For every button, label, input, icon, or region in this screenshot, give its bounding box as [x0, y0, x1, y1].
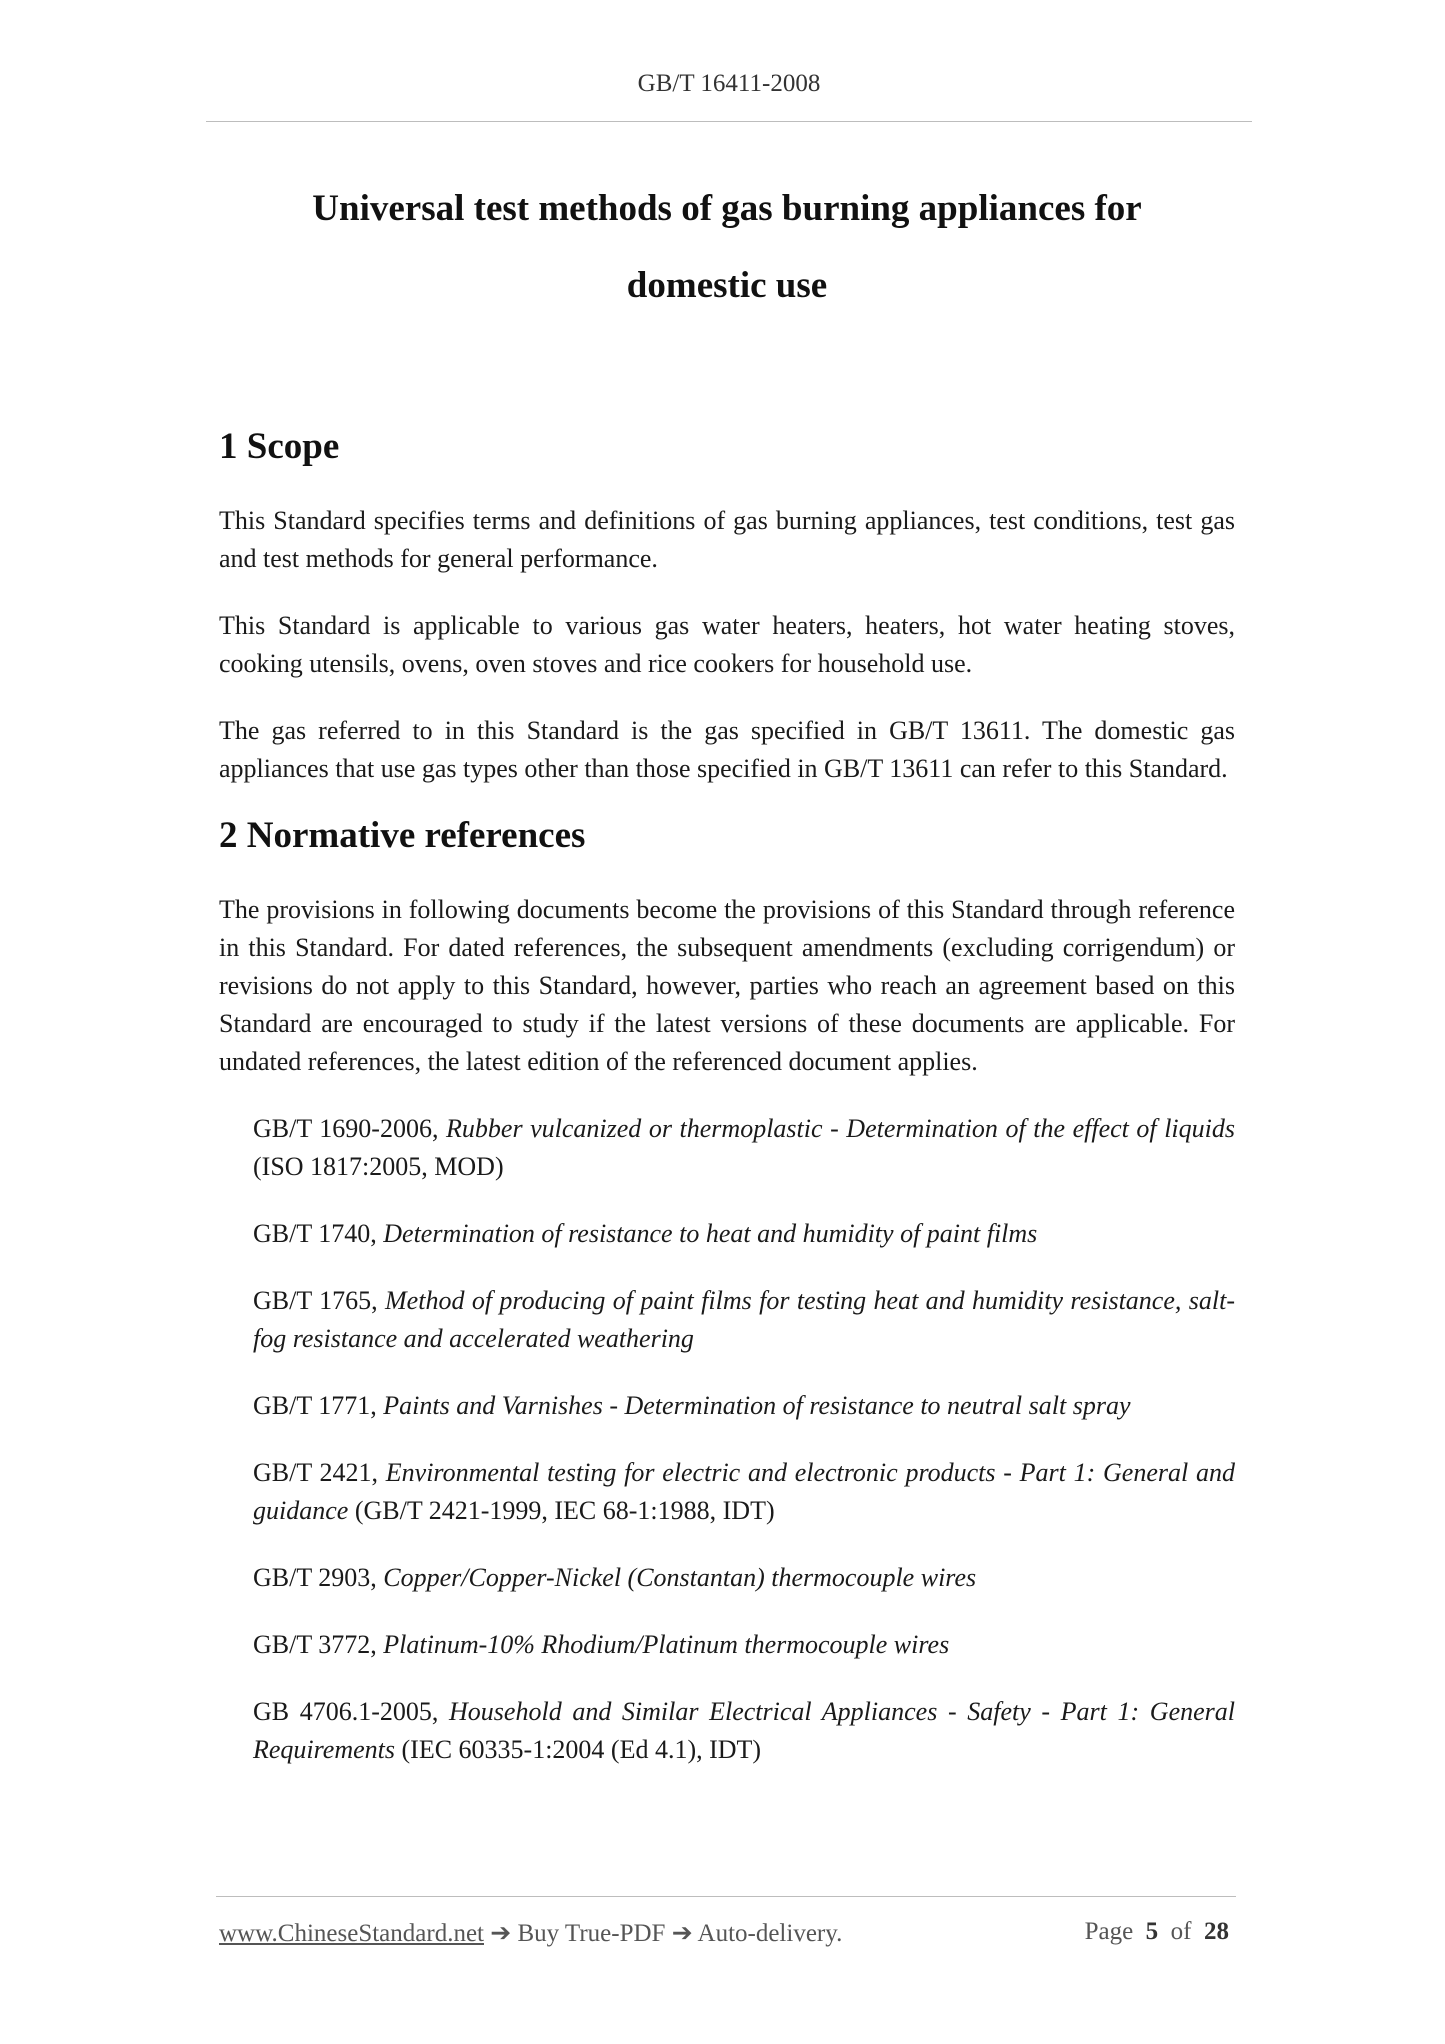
footer-divider	[216, 1896, 1236, 1897]
reference-title: Paints and Varnishes - Determination of resistance to neutral salt spray	[383, 1391, 1131, 1420]
buy-text: Buy True-PDF	[517, 1920, 666, 1947]
reference-list	[219, 1110, 1235, 1769]
reference-code: GB/T 2421,	[253, 1458, 386, 1487]
reference-code: GB/T 1765,	[253, 1286, 386, 1315]
document-title-line-2: domestic use	[626, 265, 828, 306]
site-link[interactable]: www.ChineseStandard.net	[219, 1920, 484, 1947]
document-title	[219, 170, 1235, 324]
page-content	[219, 170, 1235, 1798]
reference-title: Copper/Copper-Nickel (Constantan) thermocouple wires	[383, 1563, 977, 1592]
reference-item	[253, 1387, 1235, 1425]
reference-item	[253, 1110, 1235, 1186]
page-number	[1085, 1918, 1229, 1946]
reference-item	[253, 1215, 1235, 1253]
scope-paragraph: This Standard is applicable to various gas water heaters, heaters, hot water heating stoves, cooking utensils, ovens, oven stoves and rice cookers for household use.	[219, 611, 1235, 678]
page-current: 5	[1145, 1918, 1159, 1945]
reference-item	[253, 1693, 1235, 1769]
reference-note: (IEC 60335-1:2004 (Ed 4.1), IDT)	[395, 1735, 762, 1764]
reference-item	[253, 1626, 1235, 1664]
reference-code: GB/T 2903,	[253, 1563, 384, 1592]
arrow-icon: ➔	[484, 1920, 518, 1947]
reference-note: (GB/T 2421-1999, IEC 68-1:1988, IDT)	[348, 1496, 775, 1525]
reference-title: Rubber vulcanized or thermoplastic - Determination of the effect of liquids	[446, 1114, 1235, 1143]
section-heading-scope: 1 Scope	[219, 426, 340, 467]
reference-code: GB/T 1771,	[253, 1391, 384, 1420]
reference-title: Method of producing of paint films for testing heat and humidity resistance, salt-fog resistance and accelerated weathering	[253, 1286, 1235, 1353]
reference-title: Determination of resistance to heat and humidity of paint films	[383, 1219, 1038, 1248]
reference-title: Platinum-10% Rhodium/Platinum thermocouple wires	[383, 1630, 950, 1659]
scope-paragraph: The gas referred to in this Standard is the gas specified in GB/T 13611. The domestic gas appliances that use gas types other than those specified in GB/T 13611 can refer to this Standard.	[219, 716, 1235, 783]
header-divider	[206, 121, 1252, 122]
reference-code: GB/T 3772,	[253, 1630, 384, 1659]
scope-paragraph: This Standard specifies terms and definitions of gas burning appliances, test conditions, test gas and test methods for general performance.	[219, 506, 1235, 573]
normative-intro-paragraph: The provisions in following documents become the provisions of this Standard through reference in this Standard. For dated references, the subsequent amendments (excluding corrigendum) or revisions do not apply to this Standard, however, parties who reach an agreement based on this Standard are encouraged to study if the latest versions of these documents are applicable. For undated references, the latest edition of the referenced document applies.	[219, 895, 1235, 1076]
reference-code: GB/T 1690-2006,	[253, 1114, 447, 1143]
reference-title: Environmental testing for electric and electronic products - Part 1: General and guidance	[253, 1458, 1235, 1525]
delivery-text: Auto-delivery.	[697, 1920, 843, 1947]
page-of-label: of	[1170, 1918, 1192, 1945]
scope-body	[219, 502, 1235, 788]
reference-item	[253, 1282, 1235, 1358]
reference-code: GB/T 1740,	[253, 1219, 384, 1248]
reference-title: Household and Similar Electrical Appliances - Safety - Part 1: General Requirements	[253, 1697, 1235, 1764]
page-label: Page	[1084, 1918, 1134, 1945]
section-heading-normative-references: 2 Normative references	[219, 815, 586, 856]
running-header: GB/T 16411-2008	[637, 70, 821, 97]
page-total: 28	[1204, 1918, 1229, 1945]
reference-item	[253, 1559, 1235, 1597]
footer-promo	[219, 1918, 842, 1948]
arrow-icon: ➔	[665, 1920, 698, 1947]
reference-note: (ISO 1817:2005, MOD)	[253, 1152, 504, 1181]
reference-item	[253, 1454, 1235, 1530]
document-title-line-1: Universal test methods of gas burning appliances for	[312, 188, 1142, 229]
reference-code: GB 4706.1-2005,	[253, 1697, 450, 1726]
